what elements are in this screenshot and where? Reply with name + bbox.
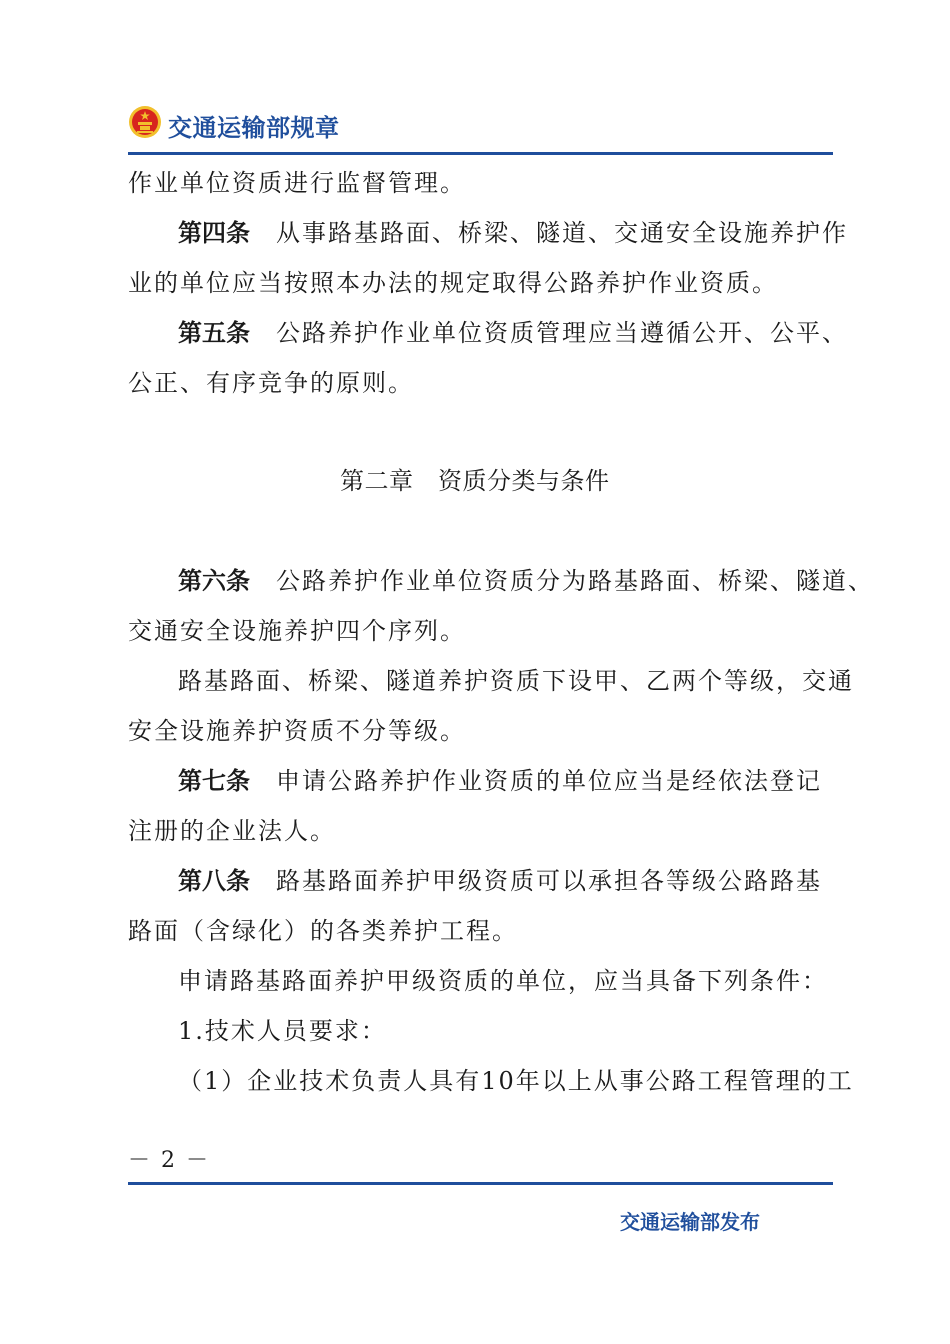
text-line: 路面（含绿化）的各类养护工程。 bbox=[128, 917, 518, 945]
article-5 bbox=[178, 318, 848, 348]
header-divider bbox=[128, 152, 833, 155]
footer-divider bbox=[128, 1182, 833, 1185]
article-text: 路基路面养护甲级资质可以承担各等级公路路基 bbox=[276, 867, 822, 895]
article-text: 公路养护作业单位资质分为路基路面、桥梁、隧道、 bbox=[276, 567, 874, 595]
page-header bbox=[128, 100, 833, 156]
text-line: 申请路基路面养护甲级资质的单位，应当具备下列条件： bbox=[178, 967, 828, 995]
text-line: 1.技术人员要求： bbox=[178, 1017, 387, 1045]
text-line: 路基路面、桥梁、隧道养护资质下设甲、乙两个等级，交通 bbox=[178, 667, 854, 695]
article-label: 第五条 bbox=[178, 319, 250, 347]
article-text: 从事路基路面、桥梁、隧道、交通安全设施养护作 bbox=[276, 219, 848, 247]
article-label: 第七条 bbox=[178, 767, 250, 795]
article-4 bbox=[178, 218, 848, 248]
text-line: 交通安全设施养护四个序列。 bbox=[128, 617, 466, 645]
national-emblem-icon bbox=[128, 104, 162, 140]
text-line: 公正、有序竞争的原则。 bbox=[128, 369, 414, 397]
footer-publisher: 交通运输部发布 bbox=[620, 1210, 760, 1234]
header-title: 交通运输部规章 bbox=[168, 114, 340, 142]
article-7 bbox=[178, 766, 822, 796]
text-line: 注册的企业法人。 bbox=[128, 817, 336, 845]
article-8 bbox=[178, 866, 822, 896]
article-text: 申请公路养护作业资质的单位应当是经依法登记 bbox=[276, 767, 822, 795]
article-label: 第四条 bbox=[178, 219, 250, 247]
article-6 bbox=[178, 566, 874, 596]
text-line: 安全设施养护资质不分等级。 bbox=[128, 717, 466, 745]
article-label: 第六条 bbox=[178, 567, 250, 595]
text-line: 作业单位资质进行监督管理。 bbox=[128, 169, 466, 197]
article-label: 第八条 bbox=[178, 867, 250, 895]
chapter-heading: 第二章 资质分类与条件 bbox=[340, 467, 610, 495]
page-number: － 2 － bbox=[128, 1148, 210, 1173]
article-text: 公路养护作业单位资质管理应当遵循公开、公平、 bbox=[276, 319, 848, 347]
text-line: 业的单位应当按照本办法的规定取得公路养护作业资质。 bbox=[128, 269, 778, 297]
text-line: （1）企业技术负责人具有10年以上从事公路工程管理的工 bbox=[178, 1067, 854, 1095]
